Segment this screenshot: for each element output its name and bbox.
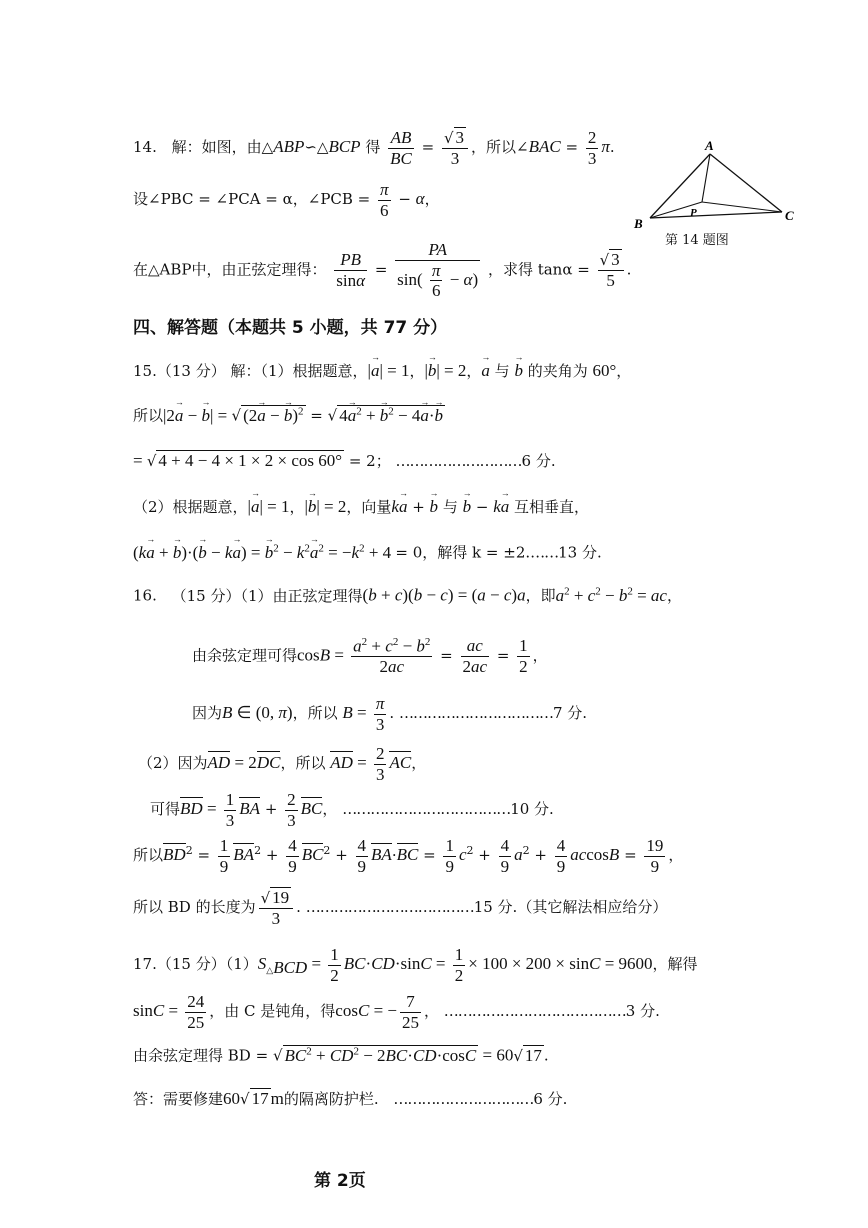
q16-pts: （15 分）（1）由正弦定理得 (171, 586, 363, 605)
q15-part2: （2）根据题意， (133, 498, 248, 516)
q15-line-5: (k→ a + → b)·(→ b − k→ a) = → $b^2 - k^2\to a^2 = -k^2 + 4 = 0$，解得 k = ±2.……13 分. (133, 543, 602, 561)
q16-line-4: （2）因为AD = 2DC，所以 AD = $\frac{2}{3}$ AC， (138, 744, 427, 784)
q16-score-2: 10 分. (510, 800, 554, 819)
section-heading: 四、解答题（本题共 5 小题，共 77 分） (133, 318, 448, 338)
q14-line-2: 设∠PBC = ∠PCA = α，∠PCB = $\frac{\pi}{6}$ − α， (133, 180, 440, 220)
q17-line-1: 17.（15 分）$(1)S_{\triangle BCD}$ = $\frac{1}{2}$ BC·CD·sinC = $\frac{1}{2}$ × 100 × 200 × sinC = 9600，解得 (133, 945, 698, 985)
q17-l1-tail: ，解得 (652, 955, 698, 974)
q17-answer-tail: 的隔离防护栏. (283, 1090, 379, 1108)
q16-l2: 由余弦定理可得 (192, 646, 298, 665)
q15-line-4: （2）根据题意，|→ a| = 1，|→ b| = 2，向量k→ a + → b 与 → b − k→ a 互相垂直， (133, 498, 589, 515)
label-P: P (690, 207, 697, 219)
q17-score-2: 6 分. (533, 1090, 568, 1108)
q14-l2-text: 设∠PBC = ∠PCA = α，∠PCB = (133, 190, 371, 209)
q14-line-1: 14. 解：如图，由△ABP∽△BCP 得 $\frac{AB}{BC}$ = $\frac{√ 3}{3}$ ，所以∠BAC = $\frac{2}{3}$ π. (133, 128, 615, 168)
q15-l5-tail: = 0，解得 k = ±2. (395, 543, 531, 562)
q15-score-2: 13 分. (558, 543, 602, 562)
q16-label: 16. (133, 586, 157, 605)
q16-line-3: 因为B ∈ (0, π)，所以 B = $\frac{\pi}{3}$ . ……………………………7 分. (192, 694, 588, 734)
q16-l7: 所以 BD 的长度为 (133, 898, 256, 917)
q16-line-6: 所以$BD^2$ = $\frac{1}{9}$ $BA^2$ + $\frac{4}{9}$ $BC^2$ + $\frac{4}{9}$ BA·BC = $\frac{1}{9}$ $c^2$ + $\frac{4}{9}$ $a^2$ + $\frac{4}{9}$ accosB = $\frac{19}{9}$ ， (133, 836, 684, 876)
q16-line-5: 可得BD = $\frac{1}{3}$ BA + $\frac{2}{3}$ BC， ………………………………10 分. (150, 790, 554, 830)
q17-line-4: 答：需要修建60√ 17 m的隔离防护栏. …………………………6 分. (133, 1089, 568, 1108)
figure-caption: 第 14 题图 (665, 233, 729, 248)
q17-label: 17.（15 分）（1） (133, 955, 258, 974)
label-A: A (705, 140, 714, 153)
q15-score-1: 6 分. (521, 452, 556, 470)
label-C: C (785, 208, 794, 223)
q15-line-3: = √ 4 + 4 − 4 × 1 × 2 × cos 60° = 2； ………………………6 分. (133, 451, 556, 470)
q16-l6: 所以 (133, 846, 164, 865)
q15-line-2: 所以|2→ a − → b| = √ (2→ a − → b)$^2$ = √ $4\to a^2$ + → $b^2 - 4\to a\cdot\to b$ (133, 406, 445, 424)
q14-l3-mid: ，求得 tanα = (487, 260, 590, 279)
q16-line-1: 16. （15 分）（1）由正弦定理得(b + c)(b − c) = (a − c)a，即$a^2 + c^2 - b^2$ = ac， (133, 585, 682, 605)
q17-l3: 由余弦定理得 BD = (133, 1046, 269, 1065)
q15-p3-tail: = 2； (348, 452, 391, 470)
q16-line-7: 所以 BD 的长度为 $\frac{√ 19}{3}$ . ………………………………15 分.（其它解法相应给分） (133, 888, 668, 928)
label-B: B (634, 216, 643, 231)
q16-l5: 可得 (150, 800, 181, 819)
page-number: 第 2页 (314, 1171, 366, 1191)
q15-part2-tail: ，向量 (346, 498, 392, 516)
q14-l3-text: 在△ABP中，由正弦定理得： (133, 260, 327, 279)
q17-l2-mid: ，由 C 是钝角，得 (209, 1002, 336, 1021)
q16-line-2: 由余弦定理可得cosB = $\frac{a^2 + c^2 - b^2}{2ac}$ = $\frac{ac}{2ac}$ = $\frac{1}{2}$ ， (192, 636, 548, 677)
q14-intro: 解：如图，由△ (171, 138, 274, 157)
q17-line-3: 由余弦定理得 BD = √ $BC^2 + CD^2 - 2BC\cdot CD\cdot\cos C = 60√$ 17 . (133, 1045, 549, 1065)
q17-line-2: sinC = $\frac{24}{25}$ ，由 C 是钝角，得cosC = − $\frac{7}{25}$ ， …………………………………3 分. (133, 992, 660, 1032)
q14-label: 14. (133, 138, 157, 157)
q17-answer: 答：需要修建 (133, 1090, 224, 1108)
q15-line-1: 15.（13 分） 解：（1）根据题意，|→ a| = 1，|→ b| = 2，→ a 与 → b 的夹角为 60°， (133, 362, 631, 379)
q15-label: 15.（13 分） (133, 362, 226, 380)
q16-l3: 因为 (192, 704, 223, 723)
q16-score-1: 7 分. (552, 704, 588, 723)
q17-score-1: 3 分. (625, 1002, 660, 1021)
q16-l1-tail: ，即 (525, 586, 556, 605)
q15-part2-tail2: 互相垂直， (514, 498, 590, 516)
q16-part2: （2）因为 (138, 754, 208, 773)
q14-line-3: 在△ABP中，由正弦定理得： $\frac{PB}{\sin\alpha}$ = PA sin( $\frac{\pi}{6}$ − α) ，求得 tanα = $\frac{√ 3}{5}$ . (133, 240, 632, 301)
q15-p2: 所以 (133, 406, 164, 425)
q16-score-3: 15 分.（其它解法相应给分） (473, 898, 668, 917)
q15-p1: 解：（1）根据题意， (230, 362, 368, 380)
